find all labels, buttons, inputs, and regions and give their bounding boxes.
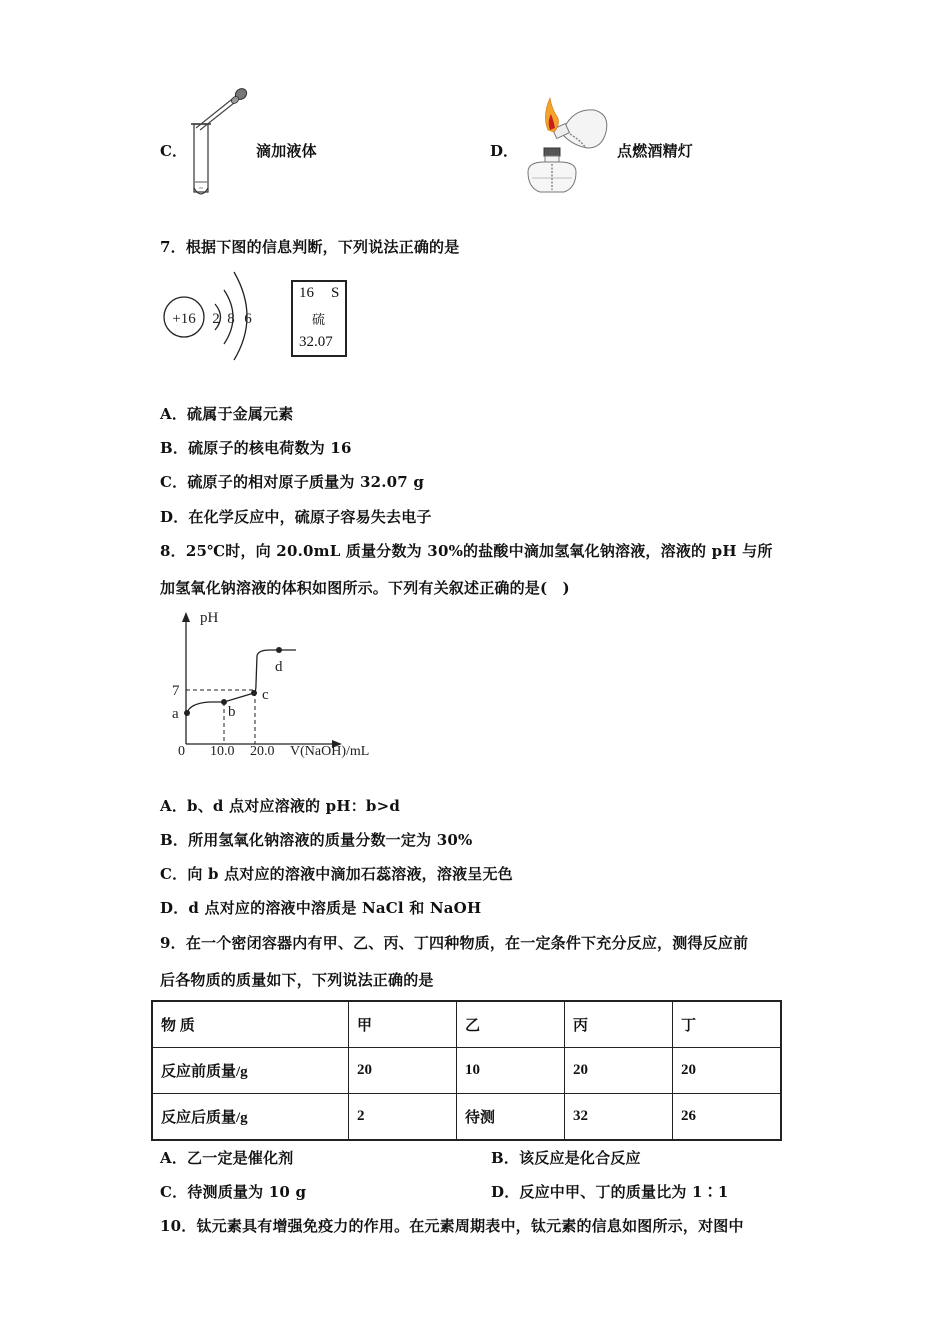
table-header-cell: 乙: [457, 1001, 565, 1048]
x-tick-0: 0: [178, 744, 185, 759]
element-name: 硫: [312, 313, 326, 328]
table-cell: 待测: [457, 1094, 565, 1141]
table-header-cell: 甲: [349, 1001, 457, 1048]
point-b-label: b: [228, 704, 236, 720]
x-tick-20: 20.0: [250, 744, 275, 759]
point-d-label: d: [275, 659, 283, 675]
alcohol-lamp-lighting-icon: [514, 88, 614, 196]
q7-stem: 7．根据下图的信息判断，下列说法正确的是: [160, 238, 460, 256]
table-header-cell: 丙: [565, 1001, 673, 1048]
y-tick-7: 7: [172, 683, 180, 699]
point-c-label: c: [262, 687, 269, 703]
sulfur-atom-structure-diagram: [160, 268, 260, 364]
shell-1-electrons: 2: [212, 311, 220, 327]
table-header-row: [152, 1001, 781, 1048]
q6-option-c-text: 滴加液体: [256, 142, 317, 160]
q9-stem-line2: 后各物质的质量如下，下列说法正确的是: [160, 971, 434, 989]
table-header-cell: 丁: [673, 1001, 782, 1048]
shell-3-electrons: 6: [244, 311, 252, 327]
q8-stem-line1: 8．25℃时，向 20.0mL 质量分数为 30%的盐酸中滴加氢氧化钠溶液，溶液的 pH 与所: [160, 542, 773, 560]
q9-option-b: B．该反应是化合反应: [491, 1149, 641, 1167]
q9-option-a: A．乙一定是催化剂: [160, 1149, 294, 1167]
q9-option-c: C．待测质量为 10 g: [160, 1183, 307, 1201]
element-atomic-mass: 32.07: [299, 334, 333, 350]
q8-option-d: D．d 点对应的溶液中溶质是 NaCl 和 NaOH: [160, 899, 482, 917]
table-row: [152, 1048, 781, 1094]
table-cell: 10: [457, 1048, 565, 1094]
element-atomic-number: 16: [299, 285, 314, 301]
ph-titration-chart: [160, 608, 390, 763]
q8-stem-line2: 加氢氧化钠溶液的体积如图所示。下列有关叙述正确的是( ): [160, 579, 570, 597]
table-cell: 20: [673, 1048, 782, 1094]
q8-option-c: C．向 b 点对应的溶液中滴加石蕊溶液，溶液呈无色: [160, 865, 513, 883]
table-cell: 反应前质量/g: [152, 1048, 349, 1094]
table-cell: 2: [349, 1094, 457, 1141]
q6-option-d-letter: D．: [490, 142, 519, 160]
mass-table: [151, 1000, 782, 1141]
q6-option-c-letter: C．: [160, 142, 187, 160]
q10-stem: 10．钛元素具有增强免疫力的作用。在元素周期表中，钛元素的信息如图所示，对图中: [160, 1217, 744, 1235]
table-row: [152, 1094, 781, 1141]
point-a-label: a: [172, 706, 179, 722]
q7-option-d: D．在化学反应中，硫原子容易失去电子: [160, 508, 432, 526]
q8-option-a: A．b、d 点对应溶液的 pH：b>d: [160, 797, 401, 815]
q8-option-b: B．所用氢氧化钠溶液的质量分数一定为 30%: [160, 831, 473, 849]
table-cell: 26: [673, 1094, 782, 1141]
q6-option-d-text: 点燃酒精灯: [617, 142, 694, 160]
table-cell: 32: [565, 1094, 673, 1141]
y-axis-label: pH: [200, 610, 219, 626]
element-symbol: S: [331, 285, 340, 301]
table-cell: 20: [565, 1048, 673, 1094]
q7-option-a: A．硫属于金属元素: [160, 405, 294, 423]
shell-2-electrons: 8: [227, 311, 235, 327]
element-card-sulfur: [291, 280, 347, 357]
table-header-cell: 物 质: [152, 1001, 349, 1048]
dropper-test-tube-icon: [186, 84, 252, 202]
table-cell: 反应后质量/g: [152, 1094, 349, 1141]
nucleus-charge: +16: [172, 311, 196, 327]
q9-option-d: D．反应中甲、丁的质量比为 1∶1: [491, 1183, 729, 1201]
q7-option-b: B．硫原子的核电荷数为 16: [160, 439, 352, 457]
table-cell: 20: [349, 1048, 457, 1094]
q7-option-c: C．硫原子的相对原子质量为 32.07 g: [160, 473, 425, 491]
q9-stem-line1: 9．在一个密闭容器内有甲、乙、丙、丁四种物质，在一定条件下充分反应，测得反应前: [160, 934, 749, 952]
x-tick-10: 10.0: [210, 744, 235, 759]
x-axis-label: V(NaOH)/mL: [290, 744, 370, 759]
